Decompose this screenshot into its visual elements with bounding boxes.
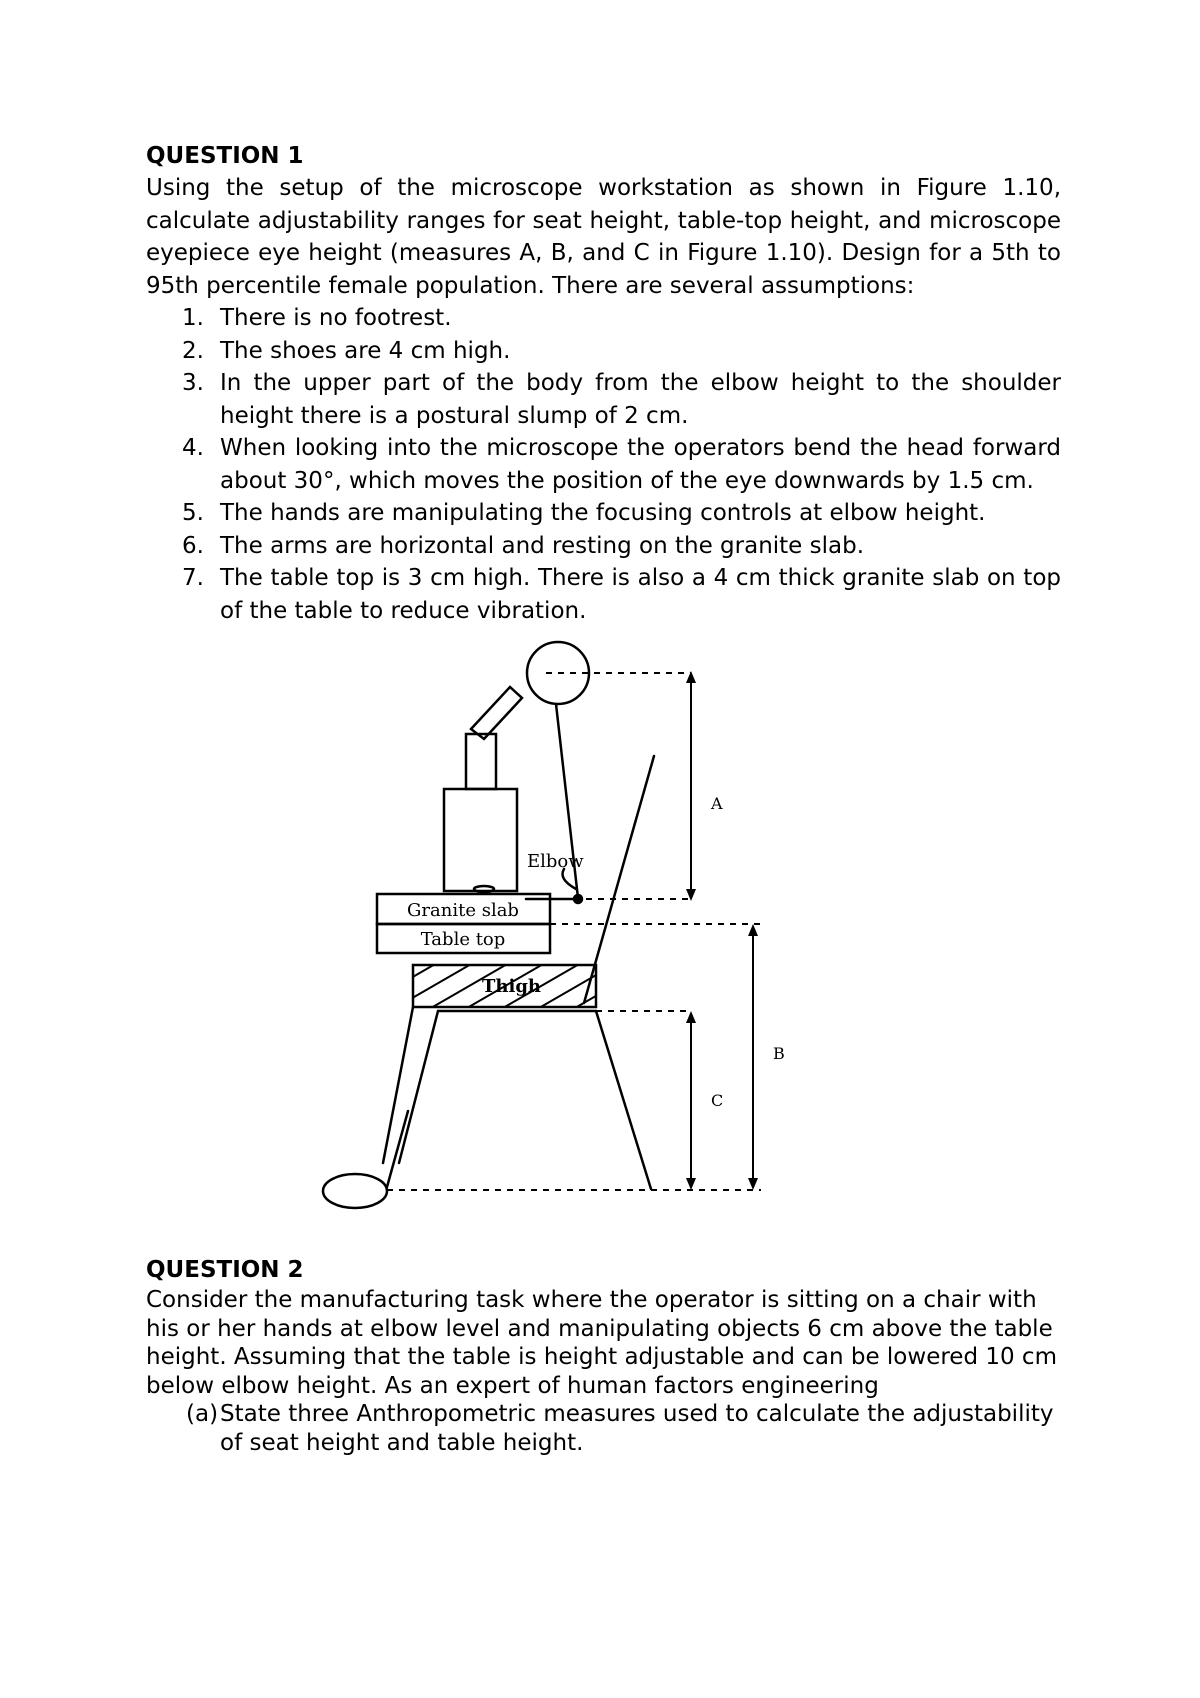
list-text: The shoes are 4 cm high. [220,337,511,364]
focus-control [474,886,494,892]
list-item [146,562,1061,627]
dimension-b-label: B [773,1044,785,1063]
dimension-c-label: C [711,1091,724,1110]
dimension-a-label: A [711,794,723,813]
list-text: The table top is 3 cm high. There is also a 4 cm thick granite slab on top of the table to reduce vibration. [220,565,1061,624]
elbow-label: Elbow [527,851,584,872]
list-text: The hands are manipulating the focusing controls at elbow height. [220,500,986,526]
lower-leg-back [399,1011,438,1163]
list-number: 4. [182,435,204,461]
list-text: When looking into the microscope the operators bend the head forward about 30°, which moves the position of the eye downwards by 1.5 cm. [220,435,1061,494]
list-number: 6. [182,532,204,559]
list-number: 1. [182,305,204,331]
microscope-eyepiece [471,687,522,739]
microscope-body [444,789,517,891]
list-text: The arms are horizontal and resting on the granite slab. [220,532,865,559]
granite-slab-label: Granite slab [407,900,519,921]
question-1-title: QUESTION 1 [146,143,304,169]
question-2-title: QUESTION 2 [146,1257,304,1283]
document-page [146,140,1061,1457]
list-item [146,530,1061,563]
lower-leg-front [383,1007,413,1163]
part-a-text: State three Anthropometric measures used to calculate the adjustability of seat height and table height. [220,1401,1054,1456]
question-2-intro: Consider the manufacturing task where the operator is sitting on a chair with his or her hands at elbow level and manipulating objects 6 cm above the table height. Assuming that the table is height adjustable and can be lowered 10 cm below elbow height. As an expert of human factors engineering [146,1287,1057,1399]
list-number: 5. [182,500,204,526]
arrow-b-top [748,924,758,936]
seat-back [584,756,654,1003]
list-item [146,497,1061,530]
list-item [146,302,1061,335]
chair-leg [596,1011,651,1189]
workstation-diagram [146,631,1061,1226]
list-number: 2. [182,337,204,364]
question-1-intro: Using the setup of the microscope workstation as shown in Figure 1.10, calculate adjustability ranges for seat height, table-top height, and microscope eyepiece eye height (measures A, B, and C in Figure 1.10). Design for a 5th to 95th percentile female population. There are several assumptions: [146,175,1061,299]
list-item [146,432,1061,497]
arrow-a-top [686,671,696,683]
list-item [146,367,1061,432]
list-number: 3. [182,370,204,396]
workstation-figure [146,631,1061,1226]
thigh-label: Thigh [482,976,541,997]
list-number: 7. [182,565,204,591]
microscope-tube [466,734,496,789]
arrow-b-bottom [748,1178,758,1190]
part-a-tag: (a) [186,1401,219,1427]
arrow-c-top [686,1011,696,1023]
table-top-label: Table top [420,929,506,950]
list-text: In the upper part of the body from the elbow height to the shoulder height there is a postural slump of 2 cm. [220,370,1061,429]
foot-shape [323,1174,387,1208]
arrow-c-bottom [686,1178,696,1190]
assumptions-list [146,302,1061,627]
list-item [146,335,1061,368]
question-2-part-a [146,1400,1061,1457]
list-text: There is no footrest. [220,305,452,331]
